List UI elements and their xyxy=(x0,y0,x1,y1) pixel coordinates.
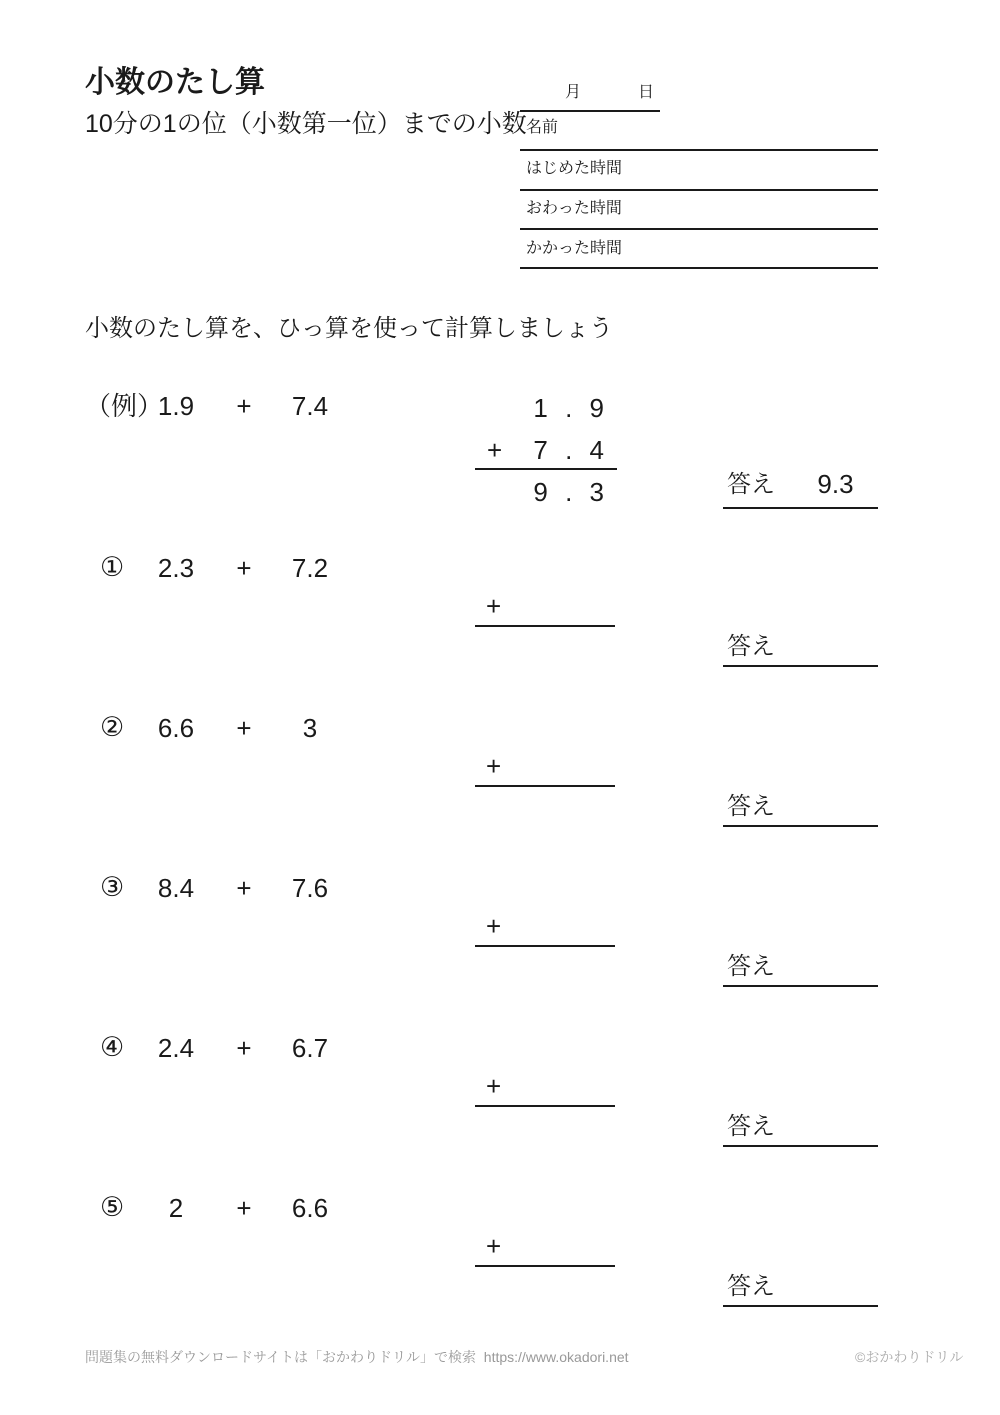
page-title: 小数のたし算 xyxy=(85,66,265,99)
problem-number: ③ xyxy=(100,872,125,902)
end-time-blank-line xyxy=(520,228,878,230)
plus-operator: + xyxy=(236,713,252,743)
start-time-blank-line xyxy=(520,189,878,191)
operand-2: 3 xyxy=(302,713,318,743)
answer-label: 答え xyxy=(727,953,775,980)
operand-1: 2 xyxy=(168,1193,184,1223)
example-answer-label: 答え xyxy=(727,471,775,498)
example-answer-value: 9.3 xyxy=(817,469,854,499)
answer-blank-line xyxy=(723,665,878,667)
plus-operator: + xyxy=(236,1193,252,1223)
site-credit-text: 問題集の無料ダウンロードサイトは「おかわりドリル」で検索 https://www.okadori.net xyxy=(85,1349,629,1365)
example-operand-2: 7.4 xyxy=(291,391,329,421)
operand-1: 2.4 xyxy=(157,1033,195,1063)
answer-blank-line xyxy=(723,1305,878,1307)
answer-label: 答え xyxy=(727,793,775,820)
column-plus-sign: + xyxy=(486,1231,502,1261)
answer-blank-line xyxy=(723,1145,878,1147)
example-column-result: 9 . 3 xyxy=(533,477,609,507)
operand-2: 7.6 xyxy=(291,873,329,903)
column-sum-line xyxy=(475,625,615,627)
day-label: 日 xyxy=(638,84,655,101)
column-plus-sign: + xyxy=(486,591,502,621)
column-sum-line xyxy=(475,785,615,787)
example-plus-operator: + xyxy=(236,391,252,421)
month-label: 月 xyxy=(565,84,582,101)
example-label: （例） xyxy=(85,391,164,421)
duration-blank-line xyxy=(520,267,878,269)
plus-operator: + xyxy=(236,873,252,903)
example-column-bottom-number: 7 . 4 xyxy=(533,435,609,465)
example-sum-line xyxy=(475,468,617,470)
column-sum-line xyxy=(475,1105,615,1107)
answer-label: 答え xyxy=(727,633,775,660)
example-column-top-number: 1 . 9 xyxy=(533,393,609,423)
operand-1: 2.3 xyxy=(157,553,195,583)
problem-2 xyxy=(0,705,1000,865)
instruction-text: 小数のたし算を、ひっ算を使って計算しましょう xyxy=(85,315,613,342)
answer-label: 答え xyxy=(727,1273,775,1300)
start-time-label: はじめた時間 xyxy=(526,160,623,177)
operand-1: 6.6 xyxy=(157,713,195,743)
problem-1 xyxy=(0,545,1000,705)
column-sum-line xyxy=(475,1265,615,1267)
name-label: 名前 xyxy=(526,119,559,136)
problem-number: ④ xyxy=(100,1032,125,1062)
example-operand-1: 1.9 xyxy=(157,391,195,421)
page-subtitle: 10分の1の位（小数第一位）までの小数 xyxy=(85,110,527,138)
problem-5 xyxy=(0,1185,1000,1345)
column-plus-sign: + xyxy=(486,1071,502,1101)
operand-1: 8.4 xyxy=(157,873,195,903)
column-plus-sign: + xyxy=(486,751,502,781)
copyright-text: ©おかわりドリル xyxy=(855,1349,964,1365)
example-answer-line xyxy=(723,507,878,509)
operand-2: 7.2 xyxy=(291,553,329,583)
operand-2: 6.7 xyxy=(291,1033,329,1063)
answer-blank-line xyxy=(723,825,878,827)
problem-number: ① xyxy=(100,552,125,582)
operand-2: 6.6 xyxy=(291,1193,329,1223)
example-column-plus-sign: + xyxy=(487,435,503,465)
answer-label: 答え xyxy=(727,1113,775,1140)
problem-number: ② xyxy=(100,712,125,742)
answer-blank-line xyxy=(723,985,878,987)
plus-operator: + xyxy=(236,1033,252,1063)
end-time-label: おわった時間 xyxy=(526,200,622,217)
problem-4 xyxy=(0,1025,1000,1185)
name-blank-line xyxy=(520,149,878,151)
date-blank-line xyxy=(520,110,660,112)
column-plus-sign: + xyxy=(486,911,502,941)
column-sum-line xyxy=(475,945,615,947)
problem-number: ⑤ xyxy=(100,1192,125,1222)
duration-label: かかった時間 xyxy=(526,240,623,257)
plus-operator: + xyxy=(236,553,252,583)
example-block xyxy=(0,383,1000,533)
problem-3 xyxy=(0,865,1000,1025)
